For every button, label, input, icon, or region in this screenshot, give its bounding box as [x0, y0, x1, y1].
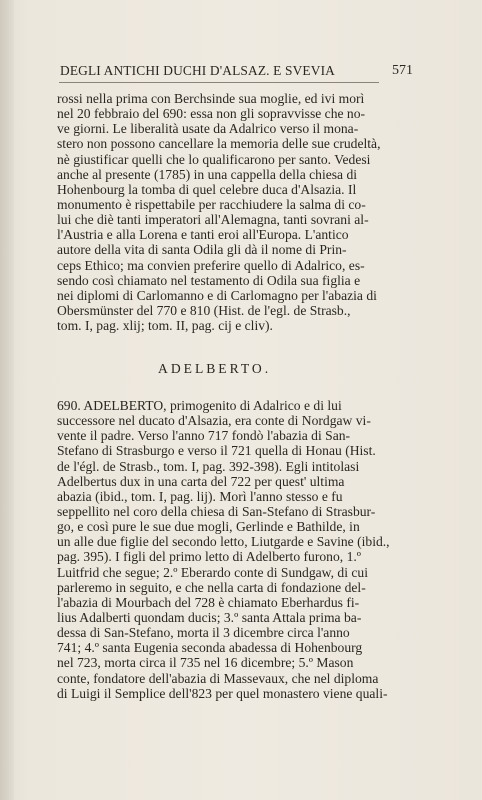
- text-line: pag. 395). I figli del primo letto di Adelberto furono, 1.º: [57, 549, 361, 565]
- text-line: tom. I, pag. xlij; tom. II, pag. cij e cliv).: [57, 318, 273, 334]
- text-line: rossi nella prima con Berchsinde sua moglie, ed ivi morì: [57, 91, 365, 106]
- text-line: Stefano di Strasburgo e verso il 721 quella di Honau (Hist.: [57, 443, 376, 459]
- text-line: sendo così chiamato nel testamento di Odila sua figlia e: [57, 272, 361, 288]
- paragraph-adelberto: [57, 398, 390, 701]
- running-head: DEGLI ANTICHI DUCHI D'ALSAZ. E SVEVIA: [60, 63, 336, 78]
- text-line: Luitfrid che segue; 2.º Eberardo conte di Sundgaw, di cui: [57, 564, 368, 580]
- paragraph-odila: [57, 91, 381, 334]
- text-line: seppellito nel coro della chiesa di San-Stefano di Strasbur-: [57, 503, 376, 519]
- text-line: nei diplomi di Carlomanno e di Carlomagno per l'abazia di: [57, 287, 377, 303]
- text-line: nel 20 febbraio del 690: essa non gli sopravvisse che no-: [57, 106, 366, 122]
- text-line: lui che diè tanti imperatori all'Alemagna, tanti sovrani al-: [57, 212, 369, 228]
- text-line: stero non possono cancellare la memoria delle sue crudeltà,: [57, 136, 381, 152]
- text-line: di Luigi il Semplice dell'823 per quel monastero viene quali-: [57, 685, 388, 701]
- text-line: vente il padre. Verso l'anno 717 fondò l'abazia di San-: [57, 428, 351, 444]
- text-line: successore nel ducato d'Alsazia, era conte di Nordgaw vi-: [57, 413, 371, 429]
- text-line: Hohenbourg la tomba di quel celebre duca d'Alsazia. Il: [57, 181, 357, 197]
- text-line: Obersmünster del 770 e 810 (Hist. de l'egl. de Strasb.,: [57, 302, 351, 318]
- text-line: go, e così pure le sue due mogli, Gerlinde e Bathilde, in: [57, 519, 360, 535]
- text-line: 690. ADELBERTO, primogenito di Adalrico e di lui: [57, 398, 342, 413]
- text-line: de l'égl. de Strasb., tom. I, pag. 392-398). Egli intitolasi: [57, 458, 360, 474]
- text-line: ve giorni. Le liberalità usate da Adalrico verso il mona-: [57, 121, 359, 137]
- text-line: dessa di San-Stefano, morta il 3 dicembre circa l'anno: [57, 625, 350, 641]
- text-line: anche al presente (1785) in una cappella della chiesa di: [57, 166, 358, 182]
- text-line: lius Adalberti quondam ducis; 3.º santa Attala prima ba-: [57, 609, 362, 625]
- section-heading: ADELBERTO.: [158, 361, 272, 376]
- text-line: ceps Ethico; ma convien preferire quello di Adalrico, es-: [57, 257, 365, 273]
- page-gutter: [0, 0, 14, 800]
- text-line: un alle due figlie del secondo letto, Liutgarde e Savine (ibid.,: [57, 534, 390, 550]
- text-line: monumento è rispettabile per racchiudere la salma di co-: [57, 196, 366, 212]
- text-line: conte, fondatore dell'abazia di Massevaux, che nel diploma: [57, 670, 379, 686]
- text-line: nè giustificar quelli che lo qualificarono per santo. Vedesi: [57, 151, 371, 167]
- text-line: parleremo in seguito, e che nella carta di fondazione del-: [57, 579, 366, 595]
- text-line: nel 723, morta circa il 735 nel 16 dicembre; 5.º Mason: [57, 655, 354, 671]
- text-line: l'Austria e alla Lorena e tanti eroi all'Europa. L'antico: [57, 227, 349, 243]
- text-line: abazia (ibid., tom. I, pag. lij). Morì l'anno stesso e fu: [57, 488, 343, 504]
- text-line: autore della vita di santa Odila gli dà il nome di Prin-: [57, 242, 347, 258]
- text-line: 741; 4.º santa Eugenia seconda abadessa di Hohenbourg: [57, 640, 363, 656]
- header-rule: [59, 82, 379, 83]
- text-line: l'abazia di Mourbach del 728 è chiamato Eberhardus fi-: [57, 594, 360, 610]
- text-line: Adelbertus dux in una carta del 722 per quest' ultima: [57, 473, 345, 489]
- page-number: 571: [392, 63, 413, 78]
